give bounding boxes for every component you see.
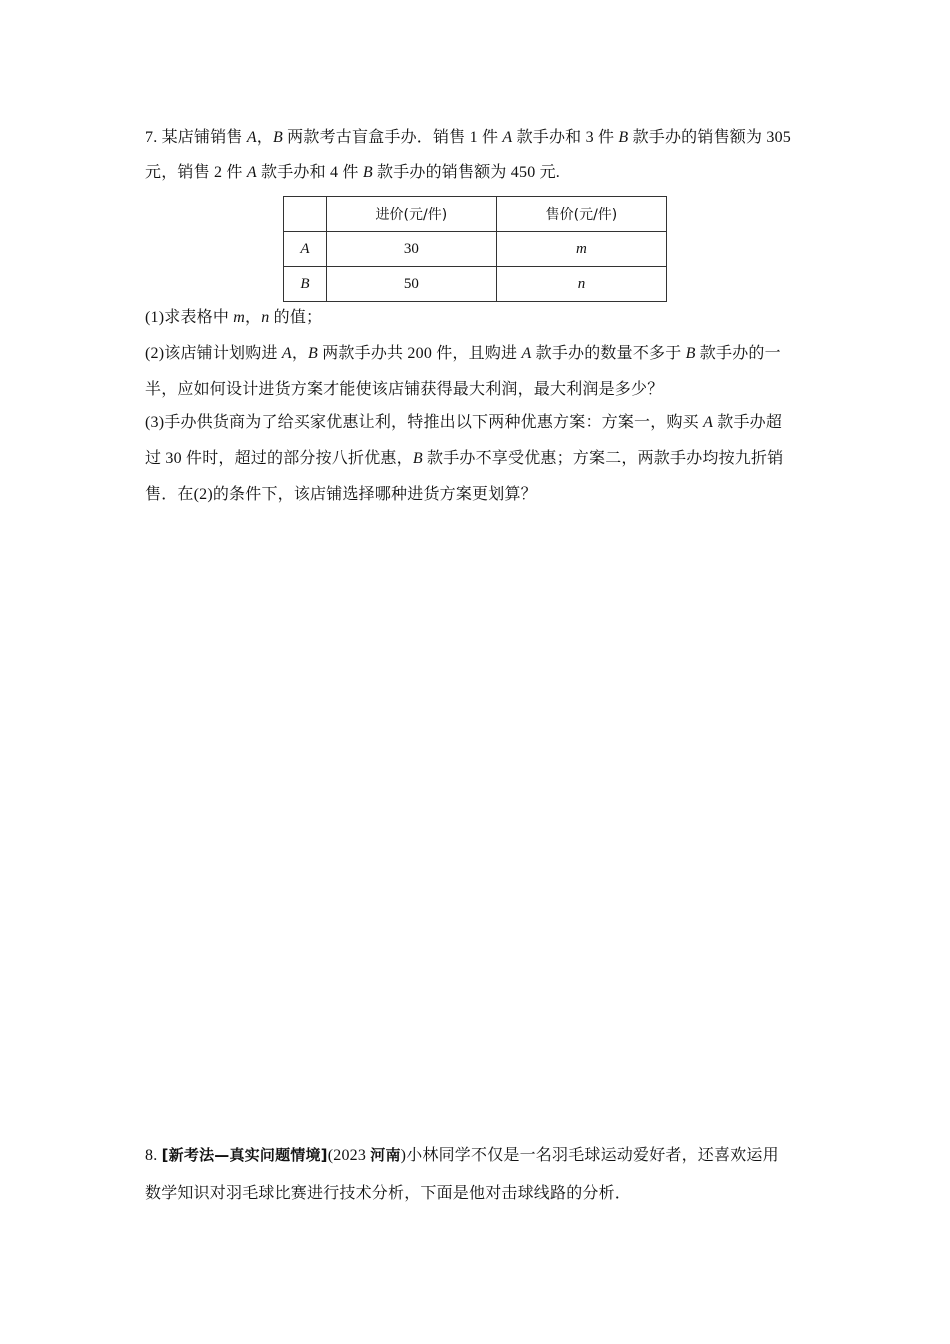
var-b: B bbox=[618, 129, 629, 146]
text: ， bbox=[245, 309, 262, 326]
var-a: A bbox=[246, 164, 257, 181]
text: 款手办的销售额为 450 元. bbox=[372, 164, 560, 181]
text: 7. 某店铺销售 bbox=[145, 129, 247, 146]
text: 的值； bbox=[269, 309, 323, 326]
price-table bbox=[283, 196, 667, 302]
var-a: A bbox=[246, 129, 257, 146]
var-b: B bbox=[273, 129, 283, 146]
text: 款手办不享受优惠；方案二，两款手办均按九折销 bbox=[422, 450, 784, 467]
q7-part3-line2 bbox=[145, 449, 783, 469]
text: 款手办和 3 件 bbox=[512, 129, 619, 146]
text: ) bbox=[400, 1147, 407, 1164]
table-header-cell: 进价(元/件) bbox=[326, 197, 496, 232]
table-cell: B bbox=[284, 267, 327, 302]
text: 款手办超 bbox=[713, 414, 783, 431]
table-row bbox=[284, 267, 667, 302]
var-n: n bbox=[261, 309, 270, 326]
var-b: B bbox=[412, 450, 423, 467]
text: 款手办的一 bbox=[695, 345, 781, 362]
text: 款手办的销售额为 305 bbox=[628, 129, 791, 146]
q7-part2-line1 bbox=[145, 344, 781, 364]
text: ， bbox=[291, 345, 309, 362]
text: 款手办的数量不多于 bbox=[531, 345, 686, 362]
q7-stem-line2 bbox=[145, 163, 560, 183]
table-row bbox=[284, 232, 667, 267]
table-cell: m bbox=[496, 232, 666, 267]
q7-part1 bbox=[145, 308, 322, 328]
var-a: A bbox=[502, 129, 513, 146]
var-b: B bbox=[685, 345, 696, 362]
text: 过 30 件时，超过的部分按八折优惠， bbox=[145, 450, 413, 467]
q8-stem-line2: 数学知识对羽毛球比赛进行技术分析，下面是他对击球线路的分析． bbox=[145, 1185, 632, 1202]
var-a: A bbox=[703, 414, 714, 431]
table-cell: A bbox=[284, 232, 327, 267]
text: 元，销售 2 件 bbox=[145, 164, 247, 181]
text: (2)该店铺计划购进 bbox=[145, 345, 282, 362]
var-b: B bbox=[308, 345, 319, 362]
table-cell: 50 bbox=[326, 267, 496, 302]
q8-stem-line1 bbox=[145, 1145, 779, 1166]
var-a: A bbox=[521, 345, 532, 362]
var-b: B bbox=[362, 164, 373, 181]
text: 两款手办共 200 件，且购进 bbox=[318, 345, 522, 362]
var-a: A bbox=[281, 345, 292, 362]
table-cell: 30 bbox=[326, 232, 496, 267]
text: (1)求表格中 bbox=[145, 309, 234, 326]
question-tag: [新考法—真实问题情境] bbox=[161, 1146, 328, 1164]
text: ， bbox=[256, 129, 273, 146]
table-header-cell: 售价(元/件) bbox=[496, 197, 666, 232]
q7-part3-line1 bbox=[145, 413, 782, 433]
text: (2023 bbox=[327, 1147, 371, 1164]
q7-part3-line3: 售．在(2)的条件下，该店铺选择哪种进货方案更划算？ bbox=[145, 486, 537, 503]
text: 款手办和 4 件 bbox=[256, 164, 363, 181]
text: (3)手办供货商为了给买家优惠让利，特推出以下两种优惠方案：方案一，购买 bbox=[145, 414, 704, 431]
text: 两款考古盲盒手办．销售 1 件 bbox=[282, 129, 503, 146]
question-number: 8. bbox=[145, 1147, 162, 1164]
source-region: 河南 bbox=[370, 1146, 401, 1164]
table-header-row bbox=[284, 197, 667, 232]
table-header-cell bbox=[284, 197, 327, 232]
text: 小林同学不仅是一名羽毛球运动爱好者，还喜欢运用 bbox=[406, 1147, 779, 1164]
q7-stem-line1 bbox=[145, 128, 791, 148]
var-m: m bbox=[233, 309, 246, 326]
q7-part2-line2: 半，应如何设计进货方案才能使该店铺获得最大利润，最大利润是多少？ bbox=[145, 381, 664, 398]
table-cell: n bbox=[496, 267, 666, 302]
